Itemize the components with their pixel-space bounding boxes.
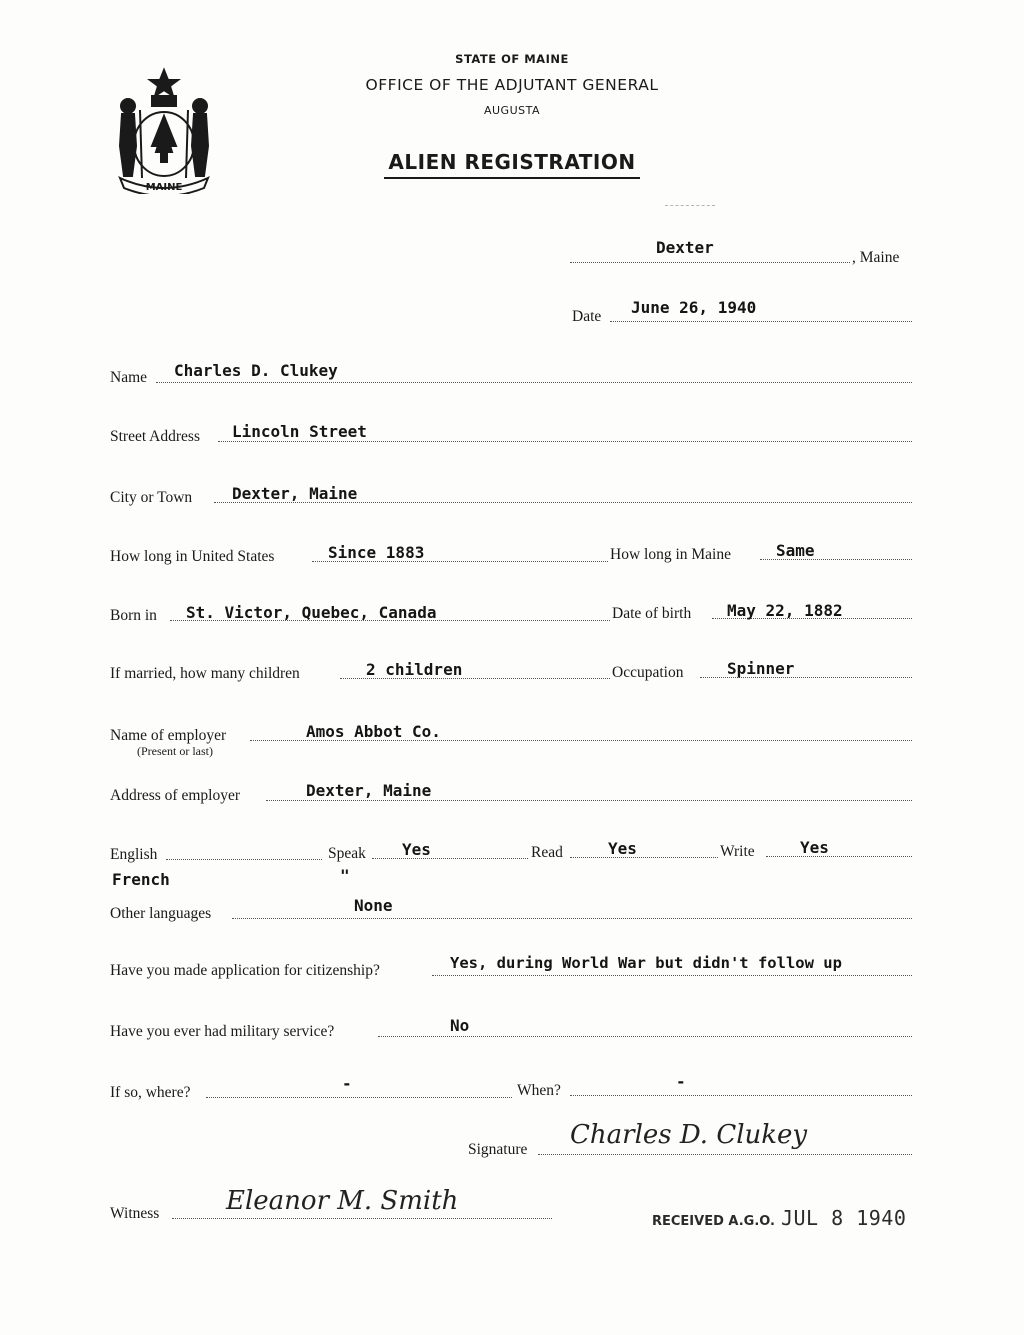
place-line — [570, 262, 850, 263]
dob-value: May 22, 1882 — [727, 601, 843, 620]
witness-label: Witness — [110, 1205, 160, 1222]
signature-label: Signature — [468, 1141, 528, 1158]
header-office: OFFICE OF THE ADJUTANT GENERAL — [365, 76, 659, 94]
citizenship-value: Yes, during World War but didn't follow up — [450, 954, 842, 972]
witness-line — [172, 1218, 552, 1219]
when-line — [570, 1095, 912, 1096]
citizenship-label: Have you made application for citizenship? — [110, 962, 380, 979]
when-label: When? — [517, 1082, 561, 1099]
other-languages-label: Other languages — [110, 905, 212, 922]
where-label: If so, where? — [110, 1084, 191, 1101]
how-long-us-label: How long in United States — [110, 548, 275, 565]
place-town-value: Dexter — [656, 238, 714, 257]
how-long-maine-label: How long in Maine — [610, 546, 731, 563]
speak-label: Speak — [328, 845, 366, 862]
form-title-text: ALIEN REGISTRATION — [384, 150, 639, 179]
faint-mark — [665, 205, 715, 206]
born-in-label: Born in — [110, 607, 157, 624]
received-stamp-text: RECEIVED A.G.O. — [652, 1214, 775, 1229]
dob-label: Date of birth — [612, 605, 692, 622]
city-label: City or Town — [110, 489, 193, 506]
street-label: Street Address — [110, 428, 200, 445]
born-in-value: St. Victor, Quebec, Canada — [186, 603, 437, 622]
witness-value: Eleanor M. Smith — [226, 1186, 459, 1216]
read-value: Yes — [608, 839, 637, 858]
employer-address-line — [266, 800, 912, 801]
speak-value: Yes — [402, 840, 431, 859]
when-value: - — [676, 1072, 686, 1091]
read-label: Read — [531, 844, 563, 861]
other-languages-value: None — [354, 896, 393, 915]
place-suffix-label: , Maine — [852, 249, 900, 266]
signature-value: Charles D. Clukey — [570, 1120, 808, 1150]
employer-address-value: Dexter, Maine — [306, 781, 432, 800]
citizenship-line — [432, 975, 912, 976]
date-label: Date — [572, 308, 602, 325]
write-label: Write — [720, 843, 755, 860]
street-line — [218, 441, 912, 442]
children-value: 2 children — [366, 660, 463, 679]
employer-sublabel: (Present or last) — [137, 744, 213, 758]
employer-value: Amos Abbot Co. — [306, 722, 441, 741]
date-value: June 26, 1940 — [631, 298, 757, 317]
date-line — [610, 321, 912, 322]
received-stamp-date: JUL 8 1940 — [780, 1206, 907, 1230]
french-ditto: " — [340, 866, 350, 885]
children-label: If married, how many children — [110, 665, 300, 682]
employer-label: Name of employer — [110, 727, 227, 744]
name-line — [156, 382, 912, 383]
write-line — [766, 856, 912, 857]
city-value: Dexter, Maine — [232, 484, 358, 503]
other-languages-line — [232, 918, 912, 919]
form-title — [0, 150, 1024, 174]
read-line — [570, 857, 718, 858]
where-value: - — [342, 1074, 352, 1093]
occupation-label: Occupation — [612, 664, 684, 681]
received-stamp — [652, 1206, 906, 1230]
french-value: French — [112, 870, 170, 889]
street-value: Lincoln Street — [232, 422, 367, 441]
header-city: AUGUSTA — [483, 104, 541, 117]
military-line — [378, 1036, 912, 1037]
write-value: Yes — [800, 838, 829, 857]
name-value: Charles D. Clukey — [174, 361, 338, 380]
signature-line — [538, 1154, 912, 1155]
where-line — [206, 1097, 512, 1098]
english-line — [166, 859, 322, 860]
occupation-value: Spinner — [727, 659, 795, 678]
name-label: Name — [110, 369, 148, 386]
employer-address-label: Address of employer — [110, 787, 240, 804]
how-long-maine-value: Same — [776, 541, 815, 560]
header-state: STATE OF MAINE — [455, 52, 569, 66]
english-label: English — [110, 846, 158, 863]
how-long-us-value: Since 1883 — [328, 543, 425, 562]
military-label: Have you ever had military service? — [110, 1023, 335, 1040]
seal-banner-text: MAINE — [145, 182, 183, 193]
military-value: No — [450, 1016, 470, 1035]
speak-line — [372, 858, 528, 859]
